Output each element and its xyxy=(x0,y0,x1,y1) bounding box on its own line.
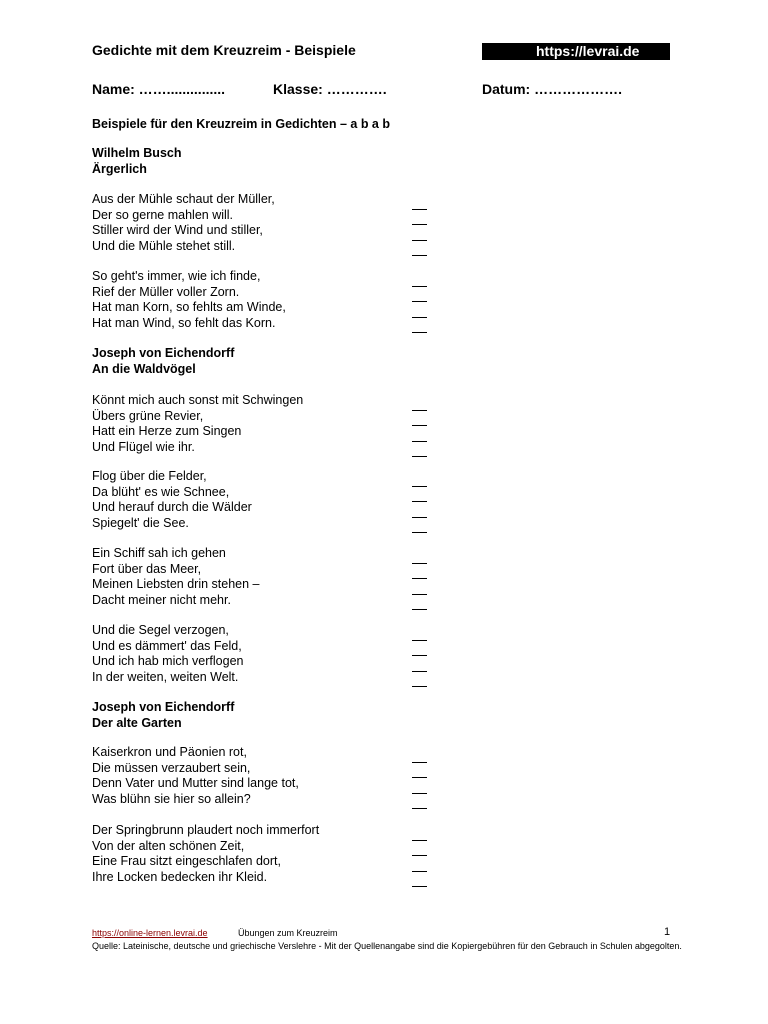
poem-title: Der alte Garten xyxy=(92,715,182,730)
verse-line: Und herauf durch die Wälder xyxy=(92,500,252,514)
answer-blank[interactable] xyxy=(412,410,427,411)
verse-line: Der so gerne mahlen will. xyxy=(92,207,234,222)
footer-link[interactable]: https://online-lernen.levrai.de xyxy=(92,928,208,938)
answer-blank[interactable] xyxy=(412,793,427,794)
answer-blank[interactable] xyxy=(412,686,427,687)
poem-author: Joseph von Eichendorff xyxy=(92,700,235,714)
verse-line: Und es dämmert' das Feld, xyxy=(92,638,242,653)
stanza xyxy=(92,745,299,807)
verse-line: Könnt mich auch sonst mit Schwingen xyxy=(92,393,304,407)
poem-author: Joseph von Eichendorff xyxy=(92,346,235,360)
answer-blank[interactable] xyxy=(412,840,427,841)
verse-line: Ein Schiff sah ich gehen xyxy=(92,546,226,560)
section-subtitle: Beispiele für den Kreuzreim in Gedichten – a b a b xyxy=(92,117,390,131)
datum-field: Datum: ………………. xyxy=(482,81,622,97)
answer-blank[interactable] xyxy=(412,332,427,333)
answer-blank[interactable] xyxy=(412,578,427,579)
verse-line: Hatt ein Herze zum Singen xyxy=(92,424,242,438)
page-title: Gedichte mit dem Kreuzreim - Beispiele xyxy=(92,42,356,58)
answer-blank[interactable] xyxy=(412,517,427,518)
verse-line: Rief der Müller voller Zorn. xyxy=(92,284,240,299)
answer-blank[interactable] xyxy=(412,655,427,656)
verse-line: Aus der Mühle schaut der Müller, xyxy=(92,192,275,206)
stanza xyxy=(92,192,275,254)
stanza xyxy=(92,393,303,455)
klasse-field: Klasse: …………. xyxy=(273,81,387,97)
answer-blank[interactable] xyxy=(412,486,427,487)
verse-line: Und Flügel wie ihr. xyxy=(92,439,195,454)
stanza xyxy=(92,823,319,885)
answer-blank[interactable] xyxy=(412,855,427,856)
verse-line: Und die Segel verzogen, xyxy=(92,623,229,637)
verse-line: Spiegelt' die See. xyxy=(92,515,189,530)
verse-line: Flog über die Felder, xyxy=(92,469,207,483)
answer-blank[interactable] xyxy=(412,501,427,502)
header-url: https://levrai.de xyxy=(536,43,640,59)
verse-line: Und die Mühle stehet still. xyxy=(92,238,236,253)
poem-header xyxy=(92,700,234,731)
answer-blank[interactable] xyxy=(412,441,427,442)
poem-header xyxy=(92,346,234,377)
verse-line: Da blüht' es wie Schnee, xyxy=(92,484,230,499)
verse-line: Denn Vater und Mutter sind lange tot, xyxy=(92,776,299,790)
name-field: Name: ……............... xyxy=(92,81,226,97)
poem-header xyxy=(92,146,181,177)
verse-line: Fort über das Meer, xyxy=(92,561,202,576)
answer-blank[interactable] xyxy=(412,594,427,595)
answer-blank[interactable] xyxy=(412,563,427,564)
poem-title: An die Waldvögel xyxy=(92,361,196,376)
answer-blank[interactable] xyxy=(412,886,427,887)
verse-line: Hat man Korn, so fehlts am Winde, xyxy=(92,300,286,314)
answer-blank[interactable] xyxy=(412,255,427,256)
verse-line: Kaiserkron und Päonien rot, xyxy=(92,745,247,759)
answer-blank[interactable] xyxy=(412,808,427,809)
poem-title: Ärgerlich xyxy=(92,161,147,176)
footer-topic: Übungen zum Kreuzreim xyxy=(238,928,338,938)
answer-blank[interactable] xyxy=(412,224,427,225)
verse-line: Der Springbrunn plaudert noch immerfort xyxy=(92,823,320,837)
page-number: 1 xyxy=(664,926,671,938)
verse-line: Übers grüne Revier, xyxy=(92,408,204,423)
verse-line: Von der alten schönen Zeit, xyxy=(92,838,245,853)
answer-blank[interactable] xyxy=(412,609,427,610)
poem-author: Wilhelm Busch xyxy=(92,146,182,160)
header-url-box xyxy=(482,43,670,60)
answer-blank[interactable] xyxy=(412,777,427,778)
answer-blank[interactable] xyxy=(412,240,427,241)
answer-blank[interactable] xyxy=(412,532,427,533)
verse-line: Dacht meiner nicht mehr. xyxy=(92,592,231,607)
verse-line: Die müssen verzaubert sein, xyxy=(92,760,251,775)
verse-line: In der weiten, weiten Welt. xyxy=(92,669,239,684)
answer-blank[interactable] xyxy=(412,640,427,641)
answer-blank[interactable] xyxy=(412,456,427,457)
answer-blank[interactable] xyxy=(412,286,427,287)
verse-line: Meinen Liebsten drin stehen – xyxy=(92,577,260,591)
answer-blank[interactable] xyxy=(412,425,427,426)
stanza xyxy=(92,546,259,608)
verse-line: So geht's immer, wie ich finde, xyxy=(92,269,261,283)
verse-line: Was blühn sie hier so allein? xyxy=(92,791,251,806)
stanza xyxy=(92,269,286,331)
answer-blank[interactable] xyxy=(412,871,427,872)
answer-blank[interactable] xyxy=(412,317,427,318)
answer-blank[interactable] xyxy=(412,671,427,672)
answer-blank[interactable] xyxy=(412,209,427,210)
verse-line: Und ich hab mich verflogen xyxy=(92,654,244,668)
stanza xyxy=(92,469,252,531)
answer-blank[interactable] xyxy=(412,301,427,302)
answer-blank[interactable] xyxy=(412,762,427,763)
verse-line: Stiller wird der Wind und stiller, xyxy=(92,223,263,237)
verse-line: Hat man Wind, so fehlt das Korn. xyxy=(92,315,276,330)
verse-line: Ihre Locken bedecken ihr Kleid. xyxy=(92,869,268,884)
stanza xyxy=(92,623,243,685)
footer-source: Quelle: Lateinische, deutsche und griechische Verslehre - Mit der Quellenangabe sind die Kopiergebühren für den Gebrauch in Schulen abgegolten. xyxy=(92,941,682,951)
verse-line: Eine Frau sitzt eingeschlafen dort, xyxy=(92,854,281,868)
